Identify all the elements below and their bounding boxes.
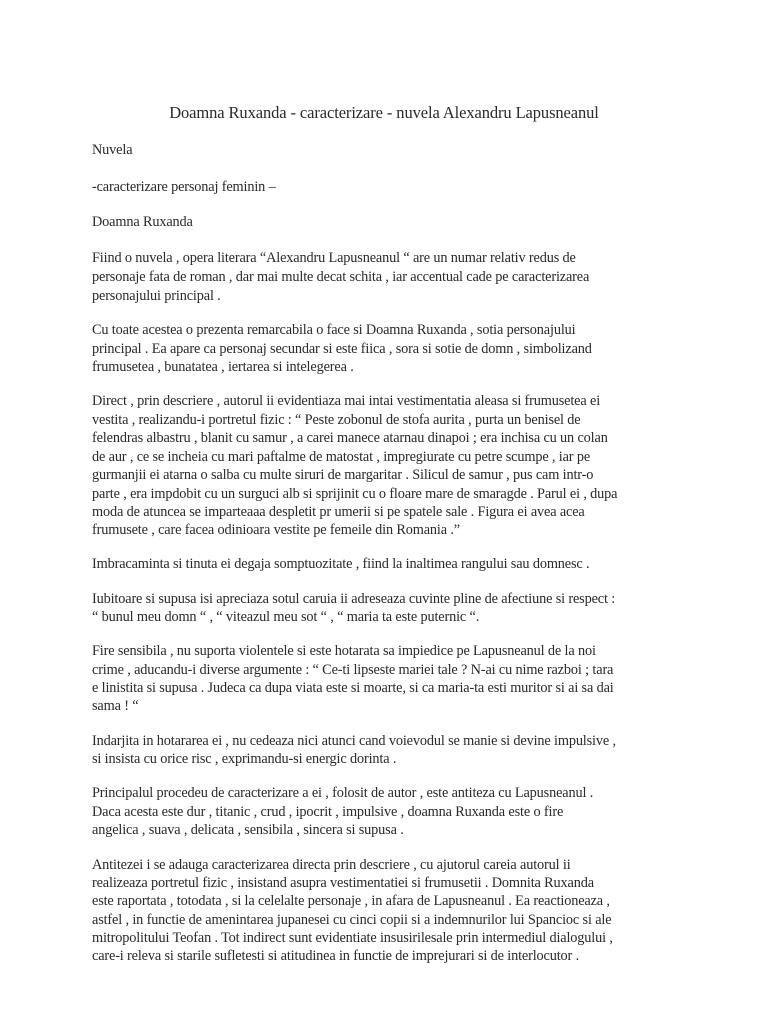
paragraph-line: Indarjita in hotararea ei , nu cedeaza nici atunci cand voievodul se manie si devine impulsive , — [92, 733, 616, 749]
paragraph-line: principal . Ea apare ca personaj secundar si este fiica , sora si sotie de domn , simbolizand — [92, 341, 592, 357]
paragraph-line: vestita , realizandu-i portretul fizic : “ Peste zobonul de stofa aurita , purta un benisel de — [92, 412, 581, 428]
paragraph-line: sama ! “ — [92, 698, 139, 714]
paragraph-line: mitropolitului Teofan . Tot indirect sunt evidentiate insusirilesale prin intermediul dialogului , — [92, 930, 613, 946]
paragraph-line: realizeaza portretul fizic , insistand asupra vestimentatiei si frumusetii . Domnita Ruxanda — [92, 875, 594, 891]
paragraph-line: felendras albastru , blanit cu samur , a carei manece atarnau dinapoi ; era inchisa cu un colan — [92, 430, 608, 446]
paragraph-line: personajului principal . — [92, 288, 221, 304]
paragraph-line: Daca acesta este dur , titanic , crud , ipocrit , impulsive , doamna Ruxanda este o fire — [92, 804, 564, 820]
paragraph-line: personaje fata de roman , dar mai multe decat schita , iar accentual cade pe caracterizarea — [92, 269, 590, 285]
paragraph-line: angelica , suava , delicata , sensibila , sincera si supusa . — [92, 822, 404, 838]
paragraph-line: Principalul procedeu de caracterizare a ei , folosit de autor , este antiteza cu Lapusneanul . — [92, 785, 594, 801]
heading-nuvela: Nuvela — [92, 142, 133, 158]
paragraph-line: e linistita si supusa . Judeca ca dupa viata este si moarte, si ca maria-ta esti muritor si ai sa dai — [92, 680, 614, 696]
paragraph-line: Antitezei i se adauga caracterizarea directa prin descriere , cu ajutorul careia autorul ii — [92, 857, 571, 873]
document-title: Doamna Ruxanda - caracterizare - nuvela Alexandru Lapusneanul — [169, 103, 599, 122]
paragraph-line: Direct , prin descriere , autorul ii evidentiaza mai intai vestimentatia aleasa si frumusetea ei — [92, 393, 601, 409]
paragraph-line: Imbracamintа si tinuta ei degaja somptuozitate , fiind la inaltimea rangului sau domnesc . — [92, 556, 590, 572]
paragraph-line: frumusetea , bunatatea , iertarea si intelegerea . — [92, 359, 354, 375]
paragraph-line: “ bunul meu domn “ , “ viteazul meu sot “ , “ maria ta este puternic “. — [92, 609, 480, 625]
paragraph-line: si insista cu orice risc , exprimandu-si energic dorinta . — [92, 751, 397, 767]
heading-subtitle: -caracterizare personaj feminin – — [92, 179, 276, 195]
paragraph-line: Iubitoare si supusa isi apreciaza sotul caruia ii adreseaza cuvinte pline de afectiune si respect : — [92, 591, 616, 607]
paragraph-line: Fire sensibila , nu suporta violentele si este hotarata sa impiedice pe Lapusneanul de la noi — [92, 643, 596, 659]
paragraph-line: frumusete , care facea odinioara vestite pe femeile din Romania .” — [92, 522, 460, 538]
paragraph-line: este raportata , totodata , si la celelalte personaje , in afara de Lapusneanul . Ea reactioneaza , — [92, 893, 610, 909]
paragraph-line: care-i releva si starile sufletesti si atitudinea in functie de imprejurari si de interlocutor . — [92, 948, 579, 964]
paragraph-line: moda de atuncea se imparteaaa despletit pr umerii si pe spatele sale . Figura ei avea acea — [92, 504, 585, 520]
paragraph-line: Cu toate acestea o prezenta remarcabila o face si Doamna Ruxanda , sotia personajului — [92, 322, 576, 338]
paragraph-line: de aur , ce se incheia cu mari paftalme de matostat , impregiurate cu petre scumpe , iar pe — [92, 449, 591, 465]
paragraph-line: gurmanjii ei atarna o salba cu multe siruri de margaritar . Silicul de samur , pus cam intr-o — [92, 467, 594, 483]
paragraph-line: astfel , in functie de amenintarea jupanesei cu cinci copii si a indemnurilor lui Spancioc si ale — [92, 912, 612, 928]
heading-character: Doamna Ruxanda — [92, 214, 193, 230]
paragraph-line: parte , era impdobit cu un surguci alb si sprijinit cu o floare mare de smaragde . Parul ei , dupa — [92, 486, 618, 502]
paragraph-line: Fiind o nuvela , opera literara “Alexandru Lapusneanul “ are un numar relativ redus de — [92, 250, 576, 266]
paragraph-line: crime , aducandu-i diverse argumente : “ Ce-ti lipseste mariei tale ? N-ai cu nime razboi ; tara — [92, 662, 614, 678]
